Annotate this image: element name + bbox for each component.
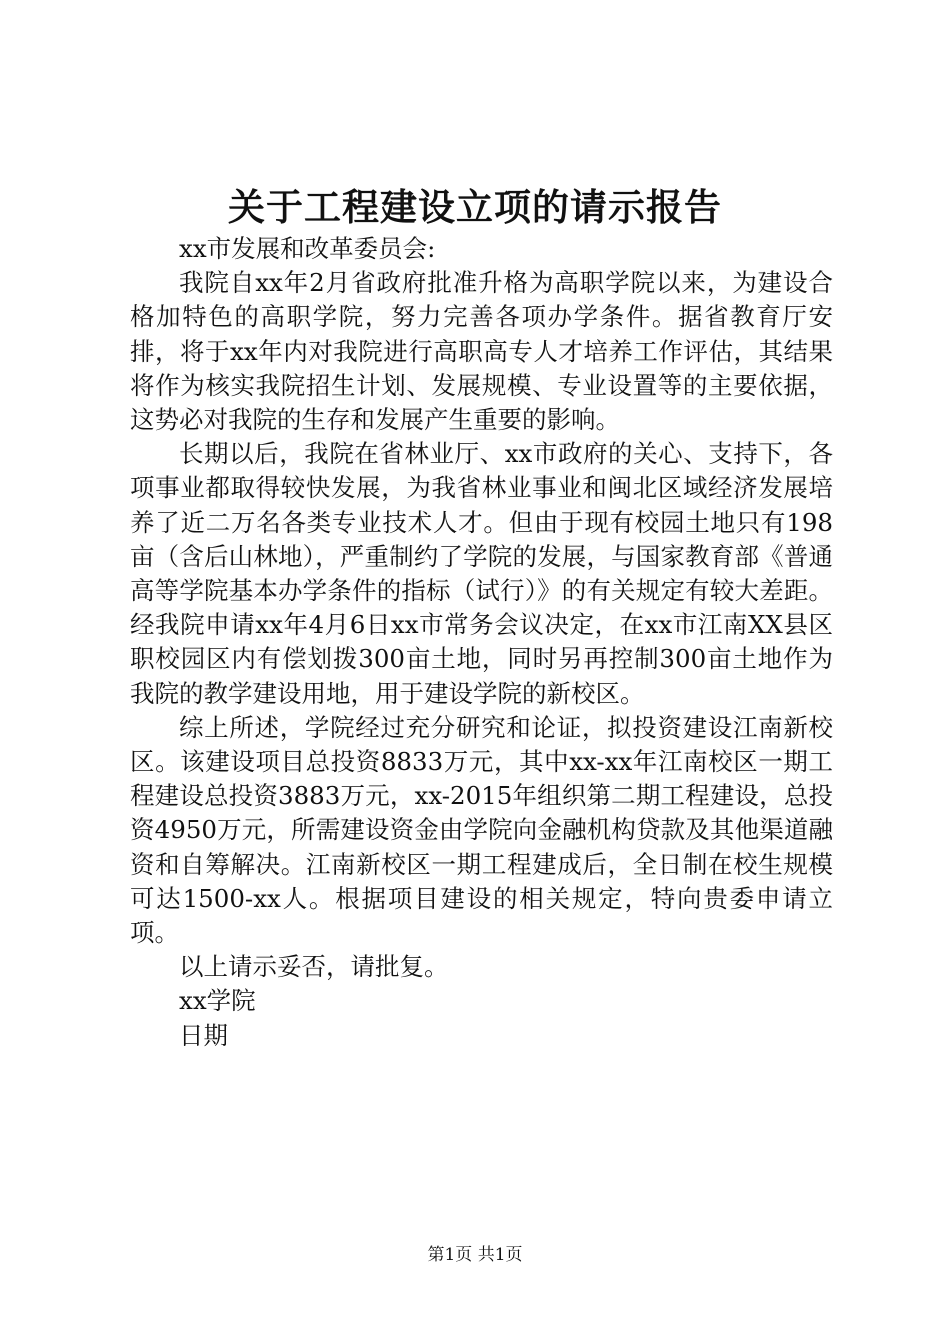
paragraph-3: 综上所述，学院经过充分研究和论证，拟投资建设江南新校区。该建设项目总投资8833万元，其中xx-xx年江南校区一期工程建设总投资3883万元，xx-2015年组织第二期工程建设，总投资4950万元，所需建设资金由学院向金融机构贷款及其他渠道融资和自筹解决。江南新校区一期工程建成后，全日制在校生规模可达1500-xx人。根据项目建设的相关规定，特向贵委申请立项。 <box>130 712 833 948</box>
paragraph-1: 我院自xx年2月省政府批准升格为高职学院以来，为建设合格加特色的高职学院，努力完善各项办学条件。据省教育厅安排，将于xx年内对我院进行高职高专人才培养工作评估，其结果将作为核实我院招生计划、发展规模、专业设置等的主要依据，这势必对我院的生存和发展产生重要的影响。 <box>130 268 833 435</box>
closing-line: 以上请示妥否，请批复。 <box>179 952 449 982</box>
document-title: 关于工程建设立项的请示报告 <box>228 185 722 229</box>
date-line: 日期 <box>179 1020 228 1050</box>
paragraph-2: 长期以后，我院在省林业厅、xx市政府的关心、支持下，各项事业都取得较快发展，为我省林业事业和闽北区域经济发展培养了近二万名各类专业技术人才。但由于现有校园土地只有198亩（含后山林地），严重制约了学院的发展，与国家教育部《普通高等学院基本办学条件的指标（试行）》的有关规定有较大差距。经我院申请xx年4月6日xx市常务会议决定，在xx市江南XX县区职校园区内有偿划拨300亩土地，同时另再控制300亩土地作为我院的教学建设用地，用于建设学院的新校区。 <box>130 439 833 708</box>
page-footer: 第1页 共1页 <box>427 1245 523 1265</box>
document-body <box>130 232 833 1053</box>
salutation: xx市发展和改革委员会: <box>179 234 436 263</box>
signature: xx学院 <box>179 986 256 1016</box>
